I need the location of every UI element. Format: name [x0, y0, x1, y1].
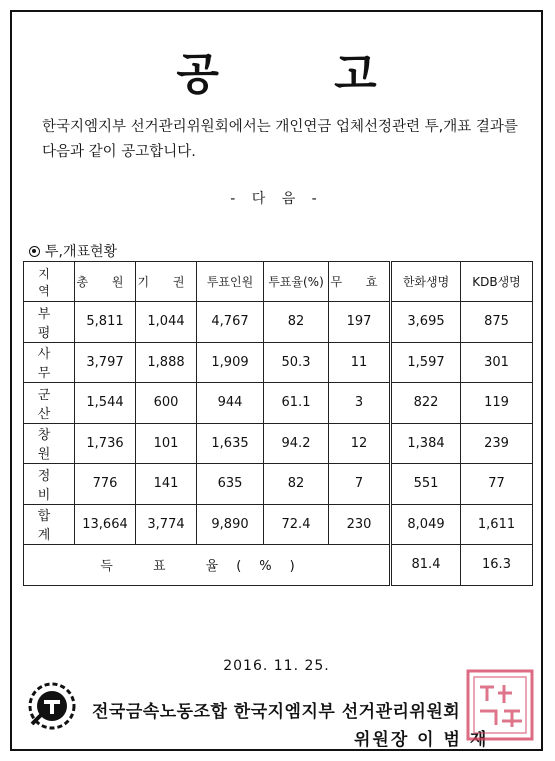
col-header: 총 원: [75, 262, 136, 302]
table-cell: 1,544: [75, 383, 136, 424]
table-cell: 141: [136, 464, 197, 505]
table-cell: 1,611: [461, 504, 533, 545]
col-header: 기 권: [136, 262, 197, 302]
table-cell: 8,049: [391, 504, 461, 545]
table-cell: 1,635: [197, 423, 264, 464]
rate-cell: 81.4: [391, 545, 461, 586]
table-cell: 3,797: [75, 342, 136, 383]
col-header: KDB생명: [461, 262, 533, 302]
table-cell: 4,767: [197, 302, 264, 343]
col-header: 지 역: [24, 262, 75, 302]
official-seal-icon: [464, 667, 536, 743]
rate-cell: 16.3: [461, 545, 533, 586]
section-heading-label: 투,개표현황: [45, 244, 118, 260]
table-cell: 1,888: [136, 342, 197, 383]
table-cell: 11: [329, 342, 391, 383]
table-cell: 101: [136, 423, 197, 464]
table-cell: 944: [197, 383, 264, 424]
union-logo-icon: [26, 680, 78, 732]
table-cell: 301: [461, 342, 533, 383]
results-table: [23, 261, 533, 586]
table-cell: 3,774: [136, 504, 197, 545]
table-header-row: [24, 262, 533, 302]
region-cell: 군 산: [24, 383, 75, 424]
table-cell: 1,044: [136, 302, 197, 343]
rate-label-cell: 득 표 율(%): [24, 545, 391, 586]
table-cell: 82: [264, 302, 329, 343]
chairperson-signature: 위원장 이 범 재: [354, 730, 489, 750]
table-row: [24, 464, 533, 505]
region-cell: 부 평: [24, 302, 75, 343]
col-header: 무 효: [329, 262, 391, 302]
notice-page: [10, 10, 543, 751]
table-cell: 1,384: [391, 423, 461, 464]
bullet-icon: [29, 246, 40, 257]
table-cell: 61.1: [264, 383, 329, 424]
notice-title: 공 고: [176, 49, 427, 100]
table-cell: 1,736: [75, 423, 136, 464]
table-cell: 600: [136, 383, 197, 424]
col-header: 투표율(%): [264, 262, 329, 302]
table-row-rate: [24, 545, 533, 586]
notice-intro: 한국지엠지부 선거관리위원회에서는 개인연금 업체선정관련 투,개표 결과를 다음과 같이 공고합니다.: [42, 119, 518, 160]
table-row: [24, 423, 533, 464]
table-cell: 50.3: [264, 342, 329, 383]
table-cell: 12: [329, 423, 391, 464]
col-header: 한화생명: [391, 262, 461, 302]
table-cell: 239: [461, 423, 533, 464]
table-row: [24, 302, 533, 343]
table-cell: 1,597: [391, 342, 461, 383]
notice-subhead: - 다 음 -: [230, 191, 323, 207]
table-cell: 551: [391, 464, 461, 505]
region-cell: 합 계: [24, 504, 75, 545]
table-cell: 3: [329, 383, 391, 424]
table-row: [24, 383, 533, 424]
table-cell: 77: [461, 464, 533, 505]
table-cell: 230: [329, 504, 391, 545]
region-cell: 창 원: [24, 423, 75, 464]
table-cell: 94.2: [264, 423, 329, 464]
table-row: [24, 342, 533, 383]
table-cell: 197: [329, 302, 391, 343]
table-cell: 13,664: [75, 504, 136, 545]
notice-date: 2016. 11. 25.: [223, 658, 330, 674]
table-cell: 635: [197, 464, 264, 505]
region-cell: 사 무: [24, 342, 75, 383]
table-cell: 5,811: [75, 302, 136, 343]
table-cell: 3,695: [391, 302, 461, 343]
organization-name: 전국금속노동조합 한국지엠지부 선거관리위원회: [92, 702, 461, 722]
table-cell: 1,909: [197, 342, 264, 383]
table-cell: 776: [75, 464, 136, 505]
table-cell: 9,890: [197, 504, 264, 545]
table-cell: 119: [461, 383, 533, 424]
table-cell: 875: [461, 302, 533, 343]
region-cell: 정 비: [24, 464, 75, 505]
section-heading: [29, 241, 117, 261]
table-row-total: [24, 504, 533, 545]
table-cell: 72.4: [264, 504, 329, 545]
table-cell: 7: [329, 464, 391, 505]
table-cell: 82: [264, 464, 329, 505]
col-header: 투표인원: [197, 262, 264, 302]
table-cell: 822: [391, 383, 461, 424]
